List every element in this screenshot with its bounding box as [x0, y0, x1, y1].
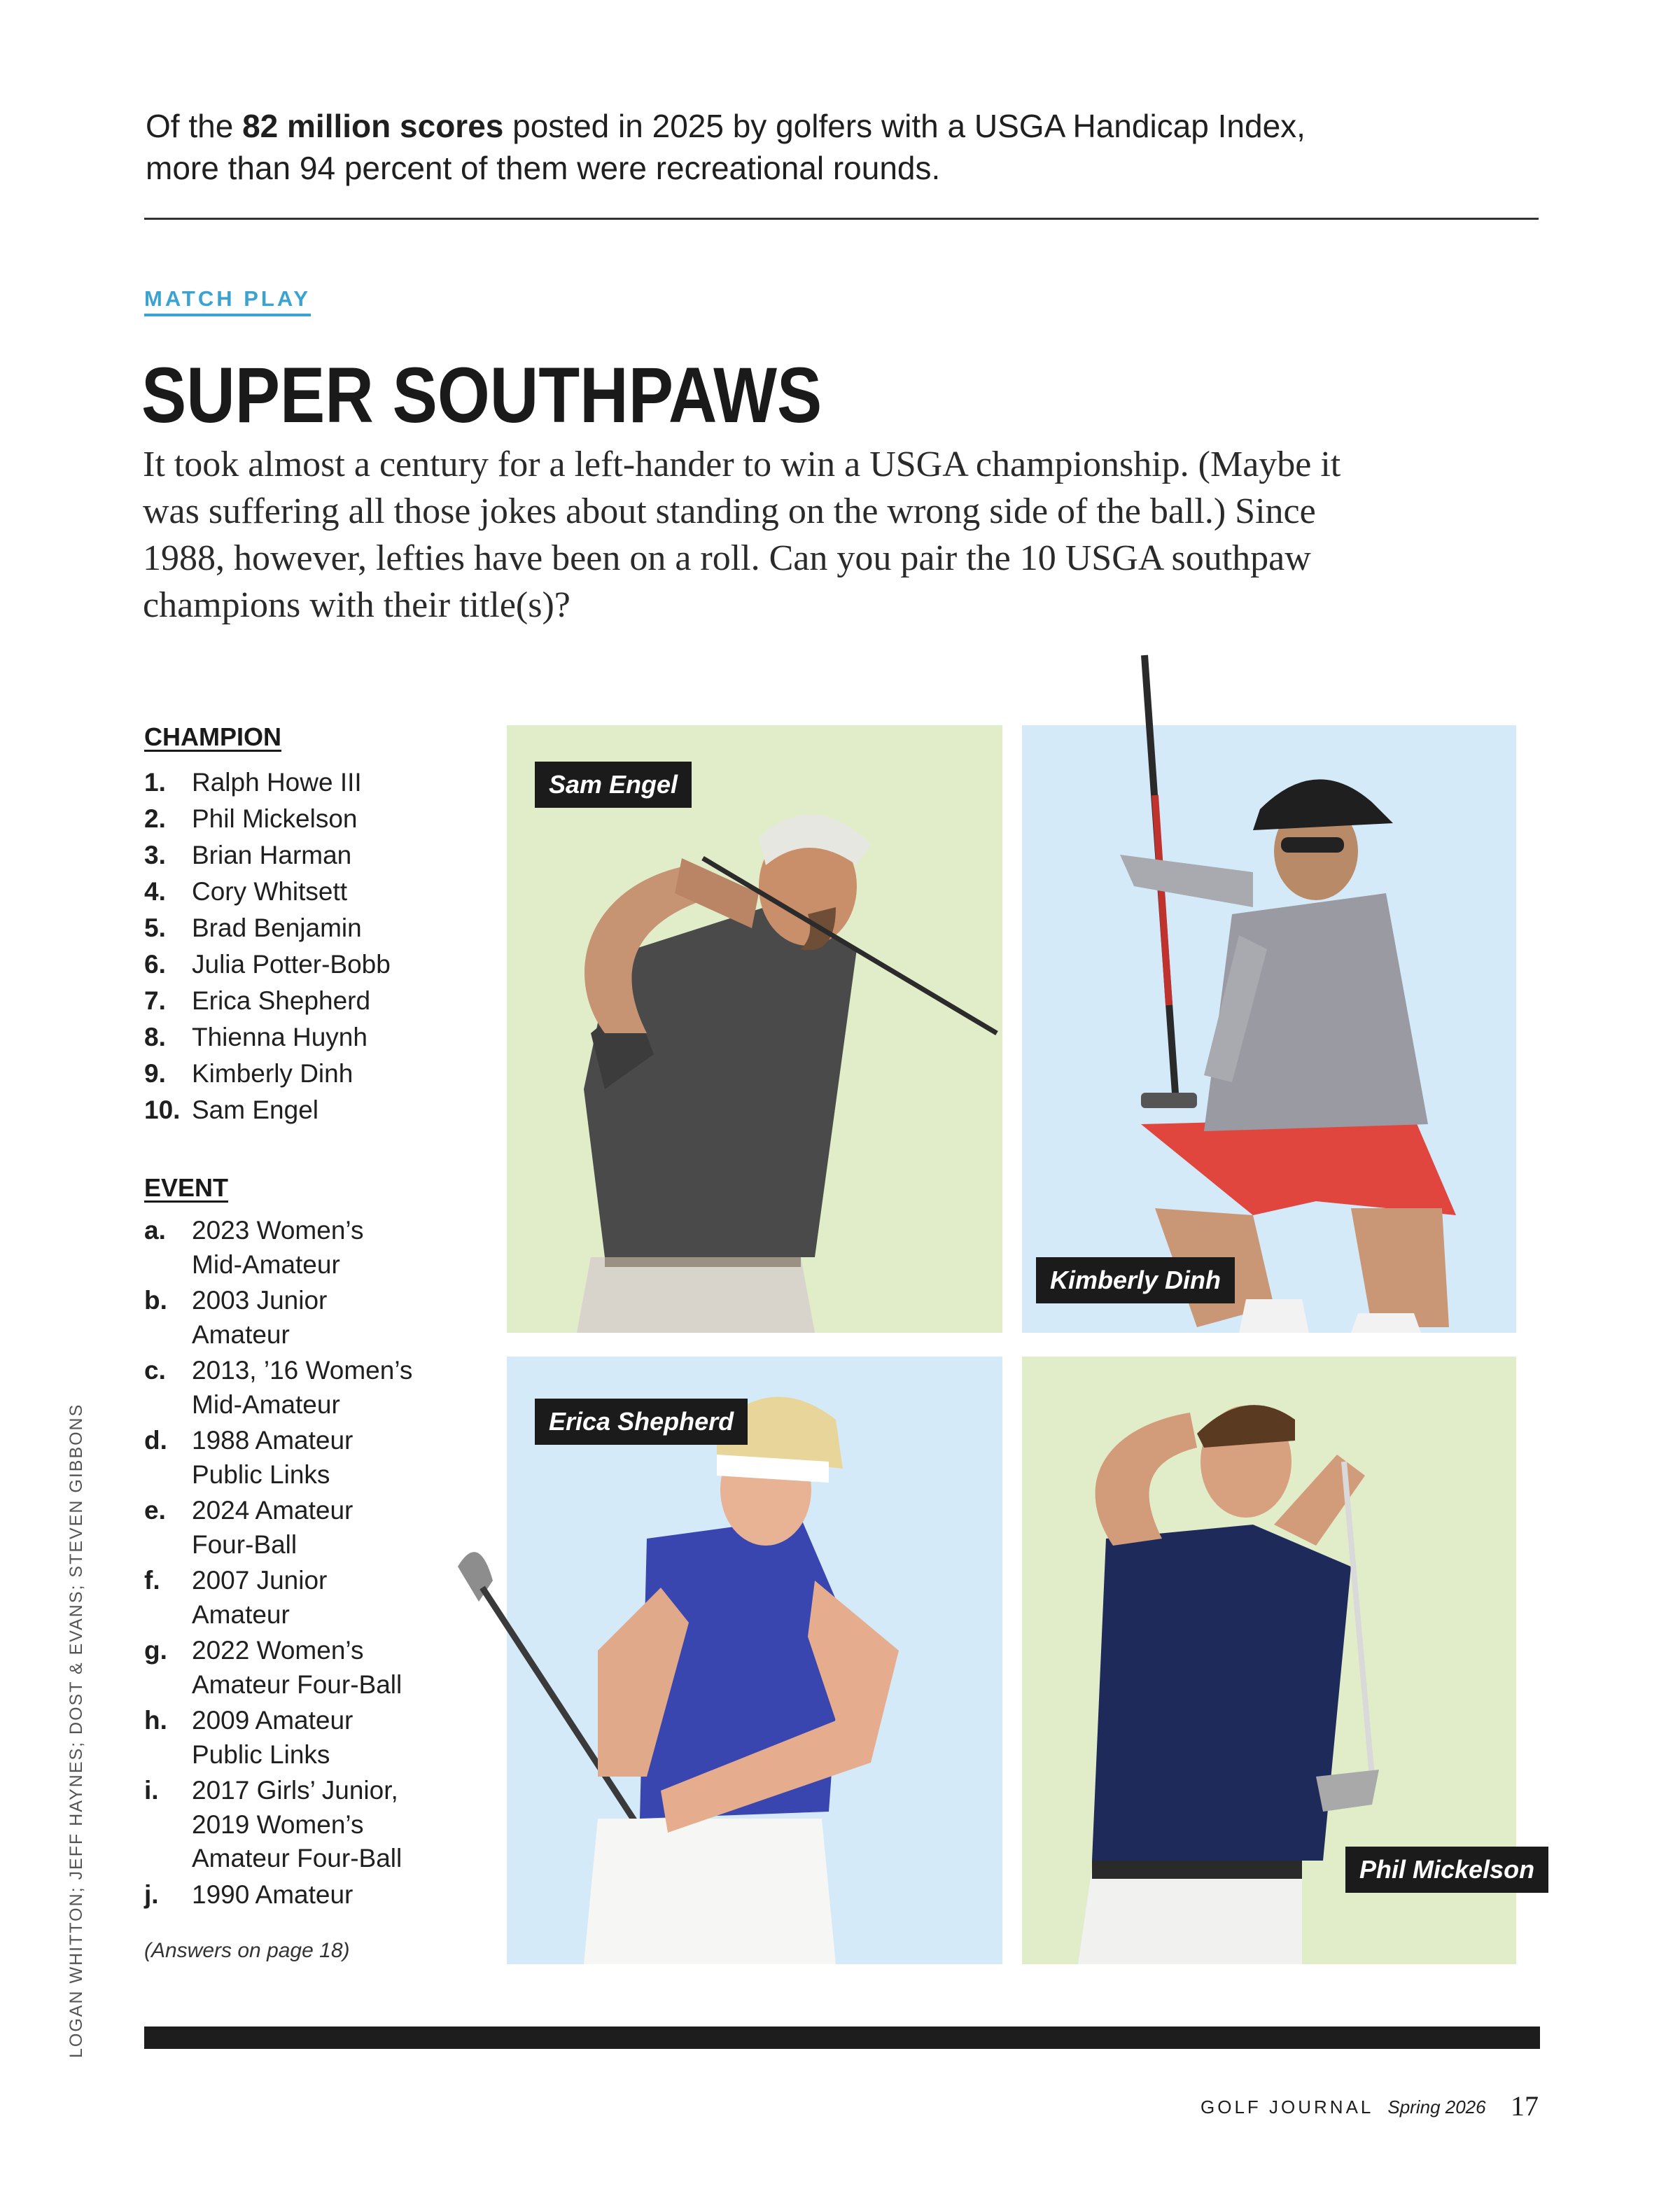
golfer-illustration — [1022, 725, 1516, 1333]
item-number: 3. — [144, 841, 166, 869]
item-letter: i. — [144, 1776, 159, 1805]
golfer-illustration — [507, 725, 1002, 1333]
item-number: 7. — [144, 986, 166, 1015]
list-item — [144, 1092, 508, 1128]
list-item — [144, 837, 508, 874]
list-item — [144, 1704, 508, 1772]
section-kicker: MATCH PLAY — [144, 286, 311, 316]
list-item — [144, 1634, 508, 1702]
item-number: 10. — [144, 1096, 181, 1124]
event-line: 2023 Women’s — [192, 1216, 364, 1245]
dek: It took almost a century for a left-hander to win a USGA championship. (Maybe it was suffering all those jokes about standing on the wrong side of the ball.) Since 1988, however, lefties have been on a roll. Can you pair the 10 USGA southpaw champions with their title(s)? — [143, 444, 1341, 625]
event-line: 2003 Junior — [192, 1286, 328, 1315]
item-letter: g. — [144, 1636, 167, 1665]
list-item — [144, 1214, 508, 1282]
golfer-illustration — [507, 1357, 1002, 1964]
list-item — [144, 1878, 508, 1912]
item-event — [192, 1634, 508, 1702]
item-letter: d. — [144, 1426, 167, 1455]
photo-label: Phil Mickelson — [1345, 1847, 1548, 1893]
event-line: Four-Ball — [192, 1530, 298, 1559]
item-name: Cory Whitsett — [192, 877, 348, 906]
item-event — [192, 1424, 508, 1492]
event-line: 2022 Women’s — [192, 1636, 364, 1665]
issue-date: Spring 2026 — [1387, 2096, 1486, 2118]
photo-erica-shepherd — [507, 1357, 1002, 1964]
item-letter: j. — [144, 1879, 159, 1909]
item-name: Erica Shepherd — [192, 986, 371, 1015]
item-name: Ralph Howe III — [192, 768, 362, 797]
list-item — [144, 1354, 508, 1422]
item-number: 8. — [144, 1023, 166, 1051]
event-line: 2007 Junior — [192, 1566, 328, 1595]
item-name: Phil Mickelson — [192, 804, 358, 833]
answers-note: (Answers on page 18) — [144, 1939, 350, 1962]
item-letter: h. — [144, 1706, 167, 1735]
intro-post: posted in 2025 by golfers with a USGA Handicap Index, — [503, 108, 1306, 144]
item-event — [192, 1564, 508, 1632]
item-name: Brad Benjamin — [192, 913, 362, 942]
list-item — [144, 946, 508, 983]
item-letter: b. — [144, 1286, 167, 1315]
event-line: Amateur — [192, 1600, 290, 1629]
event-heading: EVENT — [144, 1173, 229, 1202]
photo-phil-mickelson — [1022, 1357, 1535, 1964]
item-number: 1. — [144, 768, 166, 797]
event-line: 2017 Girls’ Junior, — [192, 1776, 398, 1805]
intro-bold: 82 million scores — [242, 108, 504, 144]
list-item — [144, 801, 508, 837]
event-line: Amateur Four-Ball — [192, 1670, 402, 1699]
item-letter: f. — [144, 1566, 160, 1595]
intro-line2: more than 94 percent of them were recreational rounds. — [146, 150, 941, 186]
list-item — [144, 983, 508, 1019]
item-number: 9. — [144, 1059, 166, 1088]
list-item — [144, 1494, 508, 1562]
photo-sam-engel — [507, 725, 1002, 1333]
item-number: 4. — [144, 877, 166, 906]
event-line: 1988 Amateur — [192, 1426, 354, 1455]
champion-section — [144, 722, 508, 1128]
event-line: 2019 Women’s — [192, 1809, 364, 1839]
event-line: Amateur — [192, 1320, 290, 1349]
event-line: Public Links — [192, 1460, 330, 1489]
list-item — [144, 1019, 508, 1056]
event-line: 2009 Amateur — [192, 1706, 354, 1735]
event-line: Public Links — [192, 1740, 330, 1769]
page-number: 17 — [1511, 2090, 1539, 2122]
event-line: Amateur Four-Ball — [192, 1844, 402, 1872]
photo-credit: LOGAN WHITTON; JEFF HAYNES; DOST & EVANS; STEVEN GIBBONS — [66, 1403, 86, 2058]
item-letter: c. — [144, 1356, 166, 1385]
item-name: Brian Harman — [192, 841, 352, 869]
page-title: SUPER SOUTHPAWS — [141, 351, 822, 439]
list-item — [144, 764, 508, 801]
item-name: Kimberly Dinh — [192, 1059, 354, 1088]
champion-list — [144, 764, 508, 1128]
item-name: Sam Engel — [192, 1096, 318, 1124]
intro-stat — [146, 105, 1406, 189]
list-item — [144, 1774, 508, 1876]
event-line: 2024 Amateur — [192, 1496, 354, 1525]
event-line: Mid-Amateur — [192, 1390, 340, 1419]
item-event — [192, 1214, 508, 1282]
item-event — [192, 1704, 508, 1772]
event-line: 1990 Amateur — [192, 1879, 354, 1909]
list-item — [144, 874, 508, 910]
item-event — [192, 1494, 508, 1562]
divider — [144, 218, 1539, 220]
item-event — [192, 1284, 508, 1352]
event-list — [144, 1214, 508, 1912]
photo-label: Kimberly Dinh — [1036, 1257, 1235, 1303]
photo-kimberly-dinh — [1022, 725, 1516, 1333]
event-section — [144, 1173, 508, 1914]
item-number: 5. — [144, 913, 166, 942]
magazine-name: GOLF JOURNAL — [1200, 2096, 1374, 2118]
item-number: 6. — [144, 950, 166, 979]
list-item — [144, 1284, 508, 1352]
bottom-rule — [144, 2026, 1540, 2049]
intro-pre: Of the — [146, 108, 243, 144]
photo-label: Erica Shepherd — [535, 1399, 748, 1445]
item-name: Julia Potter-Bobb — [192, 950, 391, 979]
list-item — [144, 910, 508, 946]
item-number: 2. — [144, 804, 166, 833]
champion-heading: CHAMPION — [144, 722, 281, 751]
item-name: Thienna Huynh — [192, 1023, 368, 1051]
item-event — [192, 1354, 508, 1422]
item-event — [192, 1774, 508, 1876]
event-line: 2013, ’16 Women’s — [192, 1356, 413, 1385]
photo-label: Sam Engel — [535, 762, 692, 808]
footer — [1200, 2096, 1486, 2118]
list-item — [144, 1564, 508, 1632]
item-event — [192, 1878, 508, 1912]
event-line: Mid-Amateur — [192, 1250, 340, 1279]
item-letter: e. — [144, 1496, 166, 1525]
item-letter: a. — [144, 1216, 166, 1245]
list-item — [144, 1056, 508, 1092]
list-item — [144, 1424, 508, 1492]
